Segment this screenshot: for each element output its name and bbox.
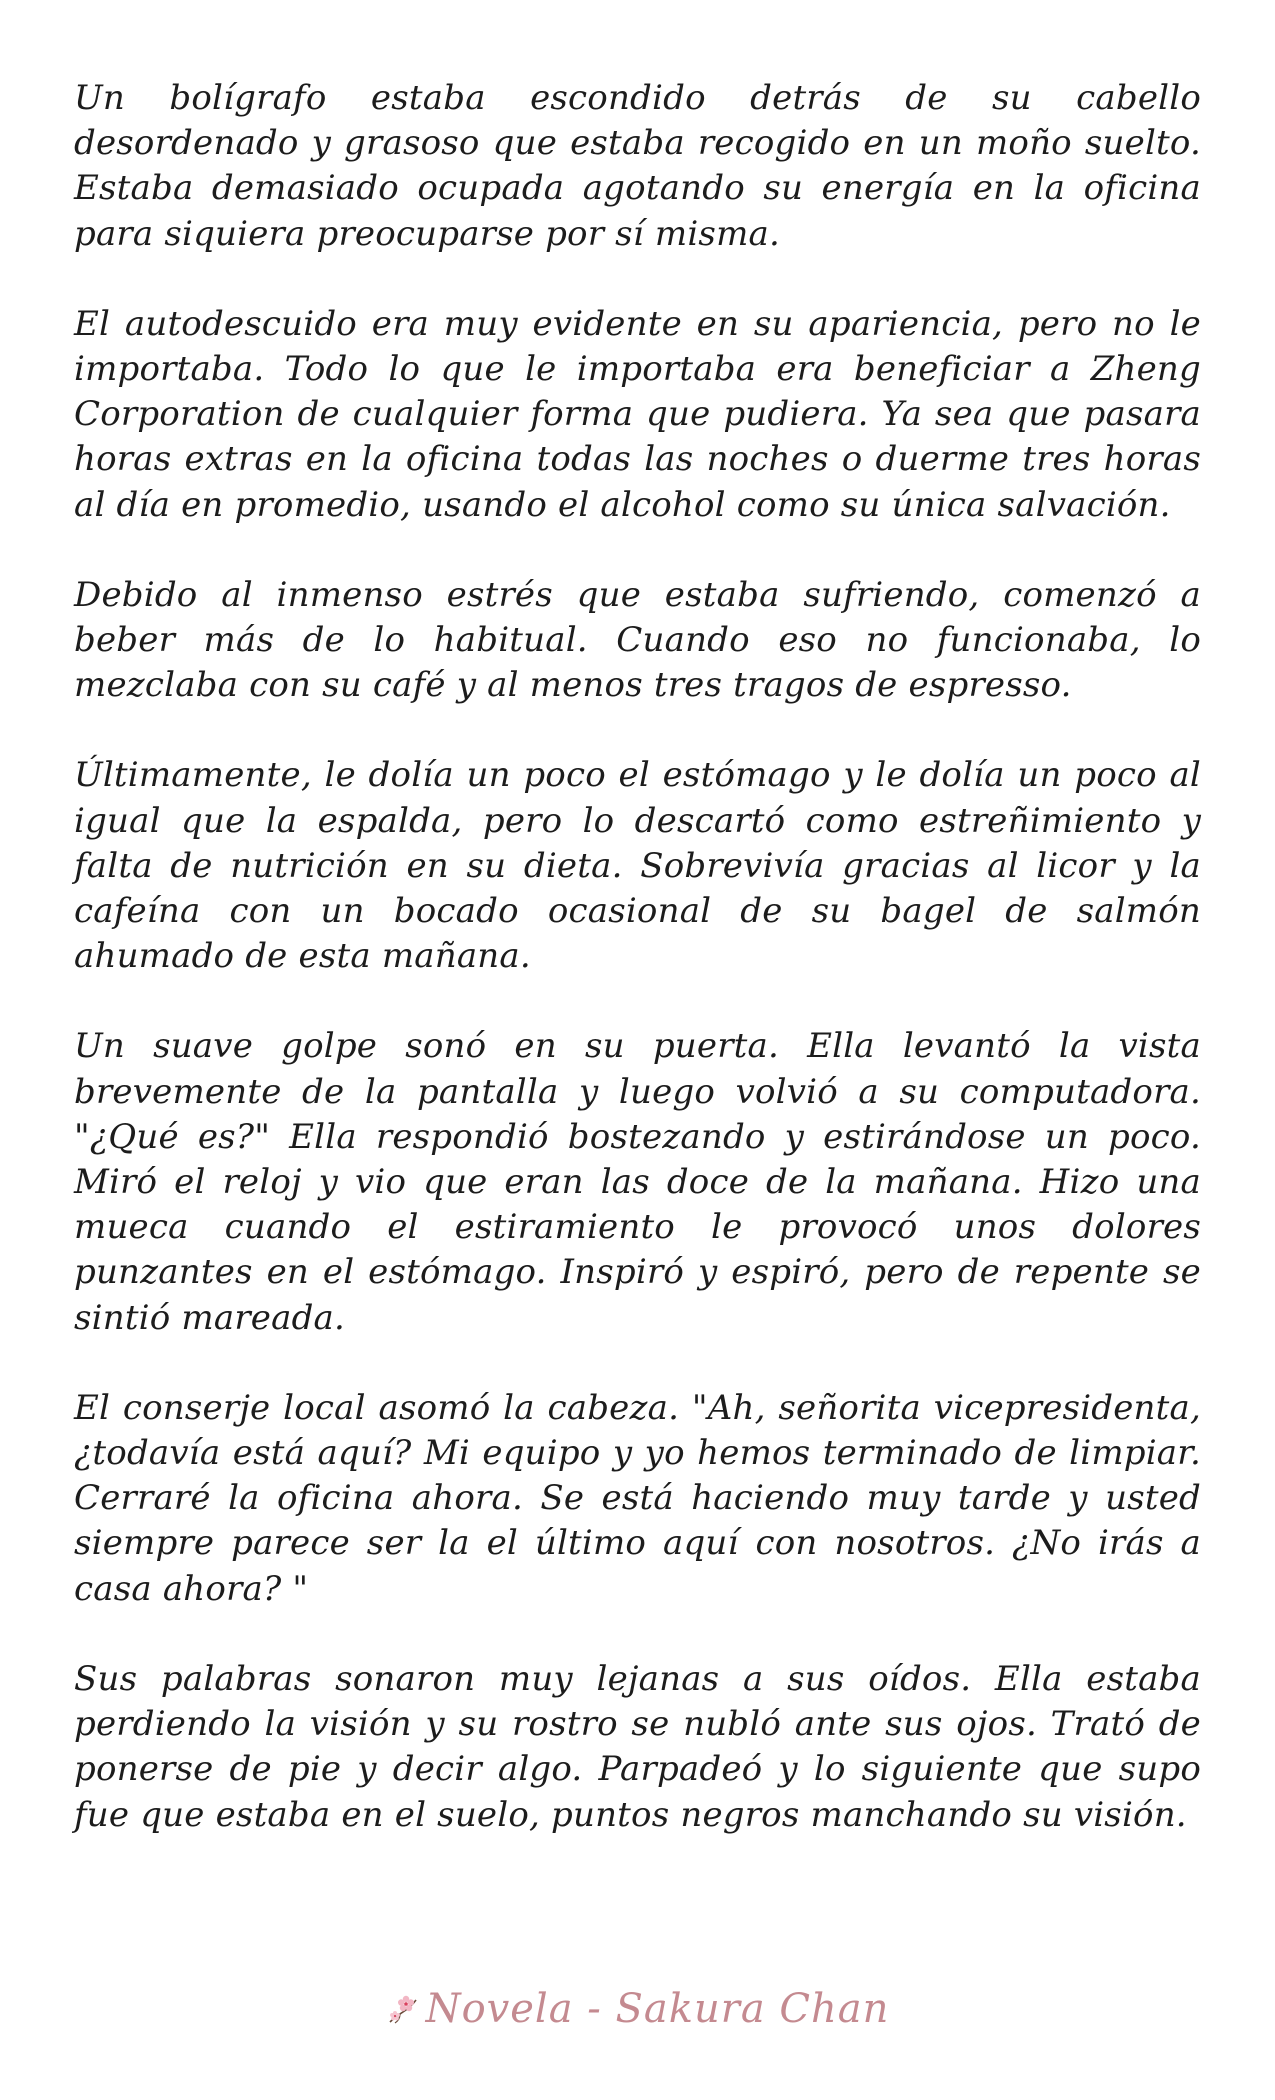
paragraph-1: Un bolígrafo estaba escondido detrás de su cabello desordenado y grasoso que estaba recogido en un moño suelto. Estaba demasiado ocupada agotando su energía en la oficina para siquiera preocuparse por sí misma. [74,78,1201,254]
watermark-text: Novela - Sakura Chan [425,1986,890,2032]
paragraph-6: El conserje local asomó la cabeza. "Ah, señorita vicepresidenta, ¿todavía está aquí? Mi equipo y yo hemos terminado de limpiar. Cerraré la oficina ahora. Se está haciendo muy tarde y usted siempre parece ser la el último aquí con nosotros. ¿No irás a casa ahora? " [74,1387,1201,1609]
paragraph-2: El autodescuido era muy evidente en su apariencia, pero no le importaba. Todo lo que le importaba era beneficiar a Zheng Corporation de cualquier forma que pudiera. Ya sea que pasara horas extras en la oficina todas las noches o duerme tres horas al día en promedio, usando el alcohol como su única salvación. [74,303,1201,525]
paragraph-4: Últimamente, le dolía un poco el estómago y le dolía un poco al igual que la espalda, pero lo descartó como estreñimiento y falta de nutrición en su dieta. Sobrevivía gracias al licor y la cafeína con un bocado ocasional de su bagel de salmón ahumado de esta mañana. [74,755,1201,977]
paragraph-7: Sus palabras sonaron muy lejanas a sus oídos. Ella estaba perdiendo la visión y su rostro se nubló ante sus ojos. Trató de ponerse de pie y decir algo. Parpadeó y lo siguiente que supo fue que estaba en el suelo, puntos negros manchando su visión. [74,1658,1201,1835]
document-body [74,76,1201,1883]
paragraph-3: Debido al inmenso estrés que estaba sufriendo, comenzó a beber más de lo habitual. Cuando eso no funcionaba, lo mezclaba con su café y al menos tres tragos de espresso. [74,574,1201,706]
watermark [0,1986,1275,2032]
paragraph-5: Un suave golpe sonó en su puerta. Ella levantó la vista brevemente de la pantalla y luego volvió a su computadora. "¿Qué es?" Ella respondió bostezando y estirándose un poco. Miró el reloj y vio que eran las doce de la mañana. Hizo una mueca cuando el estiramiento le provocó unos dolores punzantes en el estómago. Inspiró y espiró, pero de repente se sintió mareada. [74,1026,1201,1338]
cherry-blossom-icon [386,1990,420,2024]
